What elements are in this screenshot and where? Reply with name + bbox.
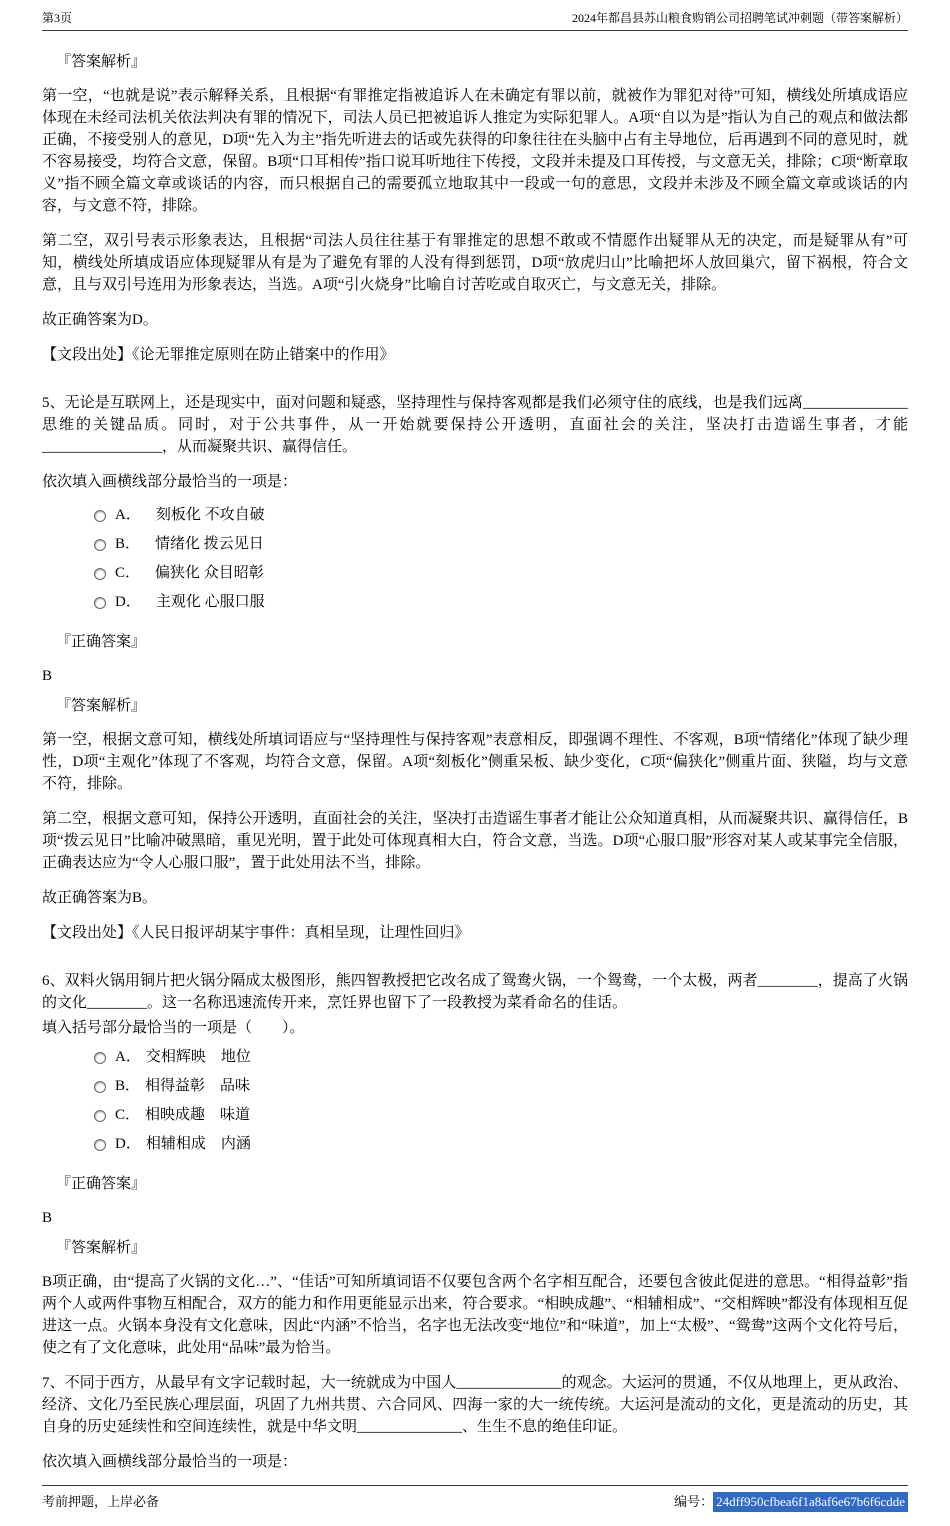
correct-answer-label: 『正确答案』 [56,1176,147,1192]
option-label: 主观化 心服口服 [155,594,265,610]
question-5-options [94,505,908,613]
footer-slogan: 考前押题，上岸必备 [42,1494,160,1509]
option-label: 相得益彰 品味 [145,1078,251,1094]
option-letter: D． [115,1136,141,1152]
answer-letter: B [42,1210,53,1226]
option-label: 相映成趣 味道 [145,1107,251,1123]
footer-id [674,1492,908,1512]
option-a[interactable] [94,505,908,526]
option-c[interactable] [94,1105,908,1126]
analysis-paragraph: B项正确，由“提高了火锅的文化…”、“佳话”可知所填词语不仅要包含两个名字相互配合，还要包含彼此促进的意思。“相得益彰”指两个人或两件事物互相配合，双方的能力和作用更能显示出来，符合要求。“相映成趣”、“相辅相成”、“交相辉映”都没有体现相互促进这一点。火锅本身没有文化意味，因此“内涵”不恰当，名字也无法改变“地位”和“味道”，加上“太极”、“鸳鸯”这两个文化符号后，使之有了文化意味，此处用“品味”最为恰当。 [42,1274,908,1356]
document-title: 2024年都昌县苏山粮食购销公司招聘笔试冲刺题（带答案解析） [571,11,908,25]
radio-button-icon[interactable] [94,1139,106,1151]
question-6-options [94,1047,908,1155]
option-b[interactable] [94,1076,908,1097]
question-7-text: 7、不同于西方，从最早有文字记载时起，大一统就成为中国人______________的观念。大运河的贯通，不仅从地理上，更从政治、经济、文化乃至民族心理层面，巩固了九州共贯、六合同风、四海一家的大一统传统。大运河是流动的文化，更是流动的历史，其自身的历史延续性和空间连续性，就是中华文明______________、生生不息的绝佳印证。 [42,1375,908,1435]
option-d[interactable] [94,592,908,613]
option-letter: A． [115,507,141,523]
page-footer [42,1485,908,1526]
option-letter: D． [115,594,141,610]
radio-button-icon[interactable] [94,1081,106,1093]
page-header [42,10,908,31]
answer-analysis-label: 『答案解析』 [56,698,147,714]
answer-letter: B [42,668,53,684]
question-7-prompt: 依次填入画横线部分最恰当的一项是： [42,1454,298,1470]
option-label: 刻板化 不攻自破 [155,507,265,523]
question-6-text: 6、双料火锅用铜片把火锅分隔成太极图形，熊四智教授把它改名成了鸳鸯火锅，一个鸳鸯，一个太极，两者________，提高了火锅的文化________。这一名称迅速流传开来，烹饪界也留下了一段教授为菜肴命名的佳话。 [42,973,908,1011]
question-6-prompt: 填入括号部分最恰当的一项是（ ）。 [42,1020,305,1036]
option-label: 交相辉映 地位 [145,1049,251,1065]
correct-answer-label: 『正确答案』 [56,634,147,650]
option-c[interactable] [94,563,908,584]
option-b[interactable] [94,534,908,555]
correct-answer-statement: 故正确答案为D。 [42,312,158,328]
option-letter: B． [115,536,141,552]
option-label: 情绪化 拨云见日 [155,536,264,552]
content-blocks [42,51,908,1473]
correct-answer-statement: 故正确答案为B。 [42,890,158,906]
footer-code-value: 24dff950cfbea6f1a8af6e67b6f6cdde [713,1492,908,1512]
option-letter: A． [115,1049,141,1065]
question-5-prompt: 依次填入画横线部分最恰当的一项是： [42,474,298,490]
option-label: 偏狭化 众目昭彰 [155,565,264,581]
analysis-paragraph: 第二空，双引号表示形象表达，且根据“司法人员往往基于有罪推定的思想不敢或不情愿作出疑罪从无的决定，而是疑罪从有”可知，横线处所填成语应体现疑罪从有是为了避免有罪的人没有得到惩罚，D项“放虎归山”比喻把坏人放回巢穴，留下祸根，符合文意，且与双引号连用为形象表达，当选。A项“引火烧身”比喻自讨苦吃或自取灭亡，与文意无关，排除。 [42,233,908,293]
answer-analysis-label: 『答案解析』 [56,54,147,70]
source-reference: 【文段出处】《论无罪推定原则在防止错案中的作用》 [42,347,395,363]
radio-button-icon[interactable] [94,1052,106,1064]
radio-button-icon[interactable] [94,510,106,522]
radio-button-icon[interactable] [94,539,106,551]
analysis-paragraph: 第一空，“也就是说”表示解释关系，且根据“有罪推定指被追诉人在未确定有罪以前，就被作为罪犯对待”可知，横线处所填成语应体现在未经司法机关依法判决有罪的情况下，司法人员已把被追诉人推定为实际犯罪人。A项“自以为是”指认为自己的观点和做法都正确，不接受别人的意见，D项“先入为主”指先听进去的话或先获得的印象往往在头脑中占有主导地位，后再遇到不同的意见时，就不容易接受，均符合文意，保留。B项“口耳相传”指口说耳听地往下传授，文段并未提及口耳传授，与文意无关，排除；C项“断章取义”指不顾全篇文章或谈话的内容，而只根据自己的需要孤立地取其中一段或一句的意思，文段并未涉及不顾全篇文章或谈话的内容，与文意不符，排除。 [42,88,908,214]
radio-button-icon[interactable] [94,1110,106,1122]
radio-button-icon[interactable] [94,597,106,609]
answer-analysis-label: 『答案解析』 [56,1240,147,1256]
page-number-label: 第3页 [42,11,73,25]
option-letter: C． [115,1107,141,1123]
option-letter: C． [115,565,141,581]
footer-code-label: 编号： [674,1494,714,1509]
analysis-paragraph: 第一空，根据文意可知，横线处所填词语应与“坚持理性与保持客观”表意相反，即强调不理性、不客观，B项“情绪化”体现了缺少理性，D项“主观化”体现了不客观，均符合文意，保留。A项“刻板化”侧重呆板、缺少变化，C项“偏狭化”侧重片面、狭隘，均与文意不符，排除。 [42,732,908,792]
question-5-text: 5、无论是互联网上，还是现实中，面对问题和疑惑，坚持理性与保持客观都是我们必须守住的底线，也是我们远离______________思维的关键品质。同时，对于公共事件，从一开始就要保持公开透明，直面社会的关注，坚决打击造谣生事者，才能________________，从而凝聚共识、赢得信任。 [42,395,908,455]
option-label: 相辅相成 内涵 [145,1136,251,1152]
source-reference: 【文段出处】《人民日报评胡某宇事件：真相呈现，让理性回归》 [42,925,470,941]
option-letter: B． [115,1078,141,1094]
option-d[interactable] [94,1134,908,1155]
analysis-paragraph: 第二空，根据文意可知，保持公开透明，直面社会的关注，坚决打击造谣生事者才能让公众知道真相，从而凝聚共识、赢得信任，B项“拨云见日”比喻冲破黑暗，重见光明，置于此处可体现真相大白，符合文意，当选。D项“心服口服”形容对某人或某事完全信服，正确表达应为“令人心服口服”，置于此处用法不当，排除。 [42,811,908,871]
document-body [0,31,950,1485]
option-a[interactable] [94,1047,908,1068]
radio-button-icon[interactable] [94,568,106,580]
